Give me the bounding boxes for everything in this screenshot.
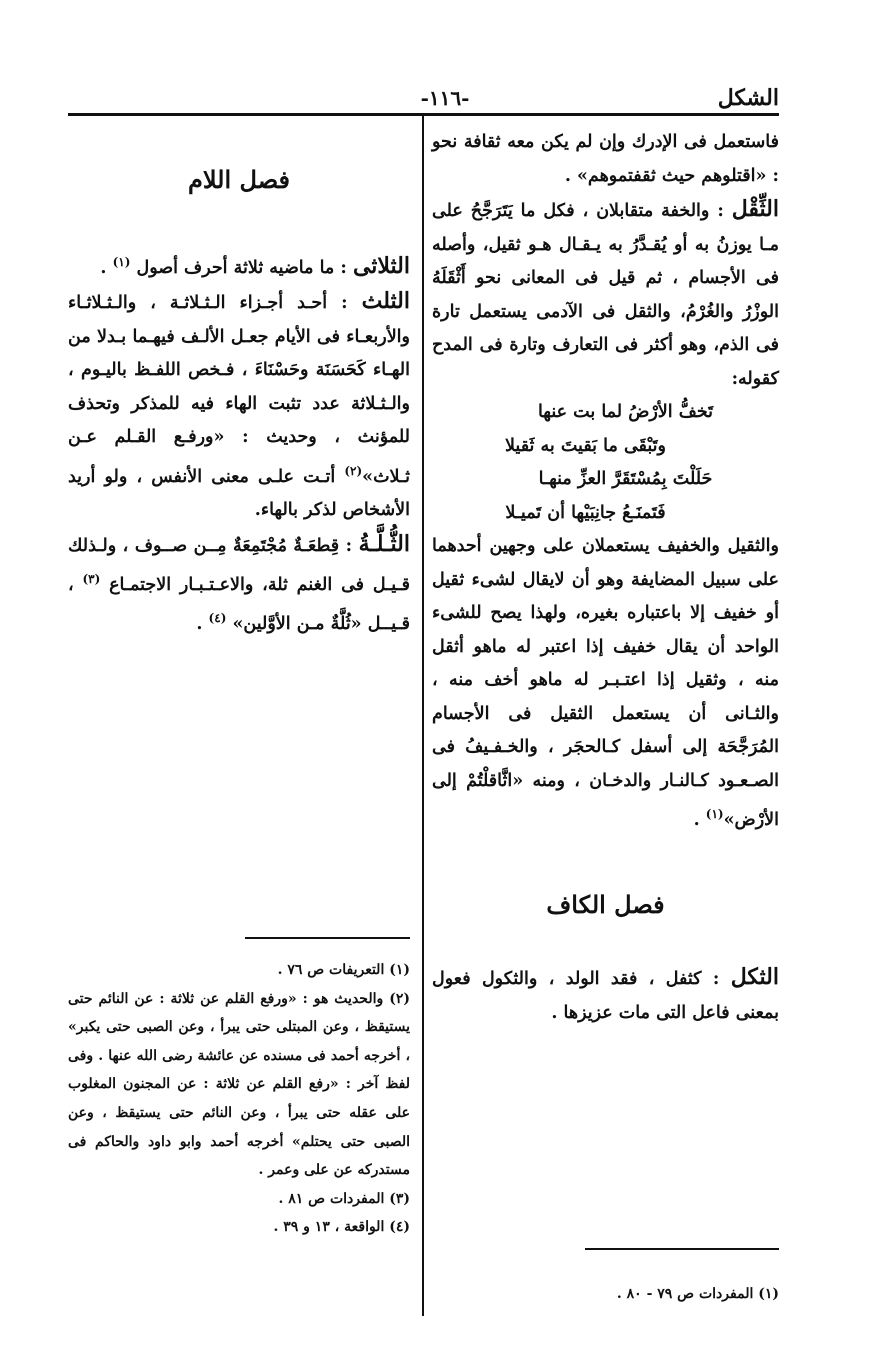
footnote: (٢) والحديث هو : «ورفع القلم عن ثلاثة : عن النائم حتى يستيقظ ، وعن المبتلى حتى يبرأ ، وعن الصبى حتى يكبر» ، أخرجه أحمد فى مسنده عن عائشة رضى الله عنها . وفى لفظ آخر : «رفع القلم عن ثلاثة : عن المجنون المغلوب على عقله حتى يبرأ ، وعن النائم حتى يستيقظ ، وعن الصبى حتى يحتلم» أخرجه أحمد وابو داود والحاكم فى مستدركه عن على وعمر . — [68, 990, 410, 1179]
entry-thulla — [68, 528, 410, 642]
section-title-kaf: فصل الكاف — [546, 890, 665, 920]
verse-line: حَلَلْتَ بِمُسْتَقَرَّ العزِّ منهـا — [538, 469, 713, 489]
left-column — [68, 160, 410, 642]
continuation-paragraph: فاستعمل فى الإدرك وإن لم يكن معه ثقافة نحو : «اقتلوهم حيث ثقفتموهم» . — [432, 132, 779, 186]
column-divider — [422, 116, 424, 1316]
footnote-ref: (٣) — [82, 572, 101, 587]
entry-thiql — [432, 193, 779, 396]
entry-term: الثلث — [361, 288, 410, 315]
spacer — [68, 200, 410, 246]
page-number: -١١٦- — [420, 86, 470, 110]
footnote: (١) المفردات ص ٧٩ - ٨٠ . — [616, 1286, 779, 1302]
entry-term: الثلاثى — [352, 252, 410, 279]
body-paragraph — [432, 530, 779, 837]
entry-thakl — [432, 961, 779, 1030]
spacer — [432, 837, 779, 885]
right-column — [432, 126, 779, 1030]
paragraph-end: . — [693, 809, 706, 830]
footnotes-right — [432, 1280, 779, 1309]
entry-body: : أحـد أجـزاء الـثـلاثـة ، والـثـلاثـاء والأربعـاء فى الأيام جعـل الألـف فيهـما بـدلا من الهـاء كَحَسَنَة وحَسْنَاءَ ، فـخص اللفـظ باليـوم ، والـثـلاثة عدد تثبت الهاء فيه للمذكر وتحذف للمؤنث ، وحديث : «ورفـع القـلم عـن ثـلاث» — [68, 293, 410, 487]
paragraph-text: والثقيل والخفيف يستعملان على وجهين أحدهما على سبيل المضايفة وهو أن لايقال لشىء ثقيل أو خفيف إلا باعتباره بغيره، ولهذا يصح للشىء الواحد أن يقال خفيف إذا اعتبر له ماهو أثقل منه ، وثقيل إذا اعتـبـر له ماهو أخف منه ، والثـانى أن يستعمل الثقيل فى الأجسام المُرَجَّحَة إلى أسفل كـالحجَر ، والخـفـيفُ فى الصـعـود كـالنـار والدخـان ، ومنه «اثَّاقلْتُمْ إلى الأرْض» — [432, 536, 779, 830]
entry-body: : كثفل ، فقد الولد ، والثكول فعول بمعنى فاعل التى مات عزيزها . — [432, 969, 779, 1023]
entry-body: : والخفة متقابلان ، فكل ما يَتَرَجَّحُ على مـا يوزنُ به أو يُقـدَّرُ به يـقـال هـو ثقيل، وأصله فى الأجسام ، ثم قيل فى المعانى نحو أَثْقَلَهُ الوزْرُ والغُرْمُ، والثقل فى الآدمى يستعمل تارة فى الذم، وهو أكثر فى التعارف وتارة فى المدح كقوله: — [432, 201, 779, 389]
entry-term: الثكل — [730, 964, 779, 991]
entry-end: . — [196, 614, 209, 635]
entry-thulathi — [68, 246, 410, 285]
verse-line: تَخفُّ الأرْضُ لما بت عنها — [537, 402, 714, 422]
entry-rest: أتـت علـى معنى الأنفس ، ولو أريد الأشخاص لذكر بالهاء. — [68, 466, 410, 521]
entry-end: . — [100, 257, 113, 278]
verse-line: وتَبْقَى ما بَقيتَ به ثَقيلا — [504, 435, 666, 456]
running-head: الشكل — [717, 85, 779, 111]
section-title-lam: فصل اللام — [188, 165, 290, 194]
spacer — [432, 925, 779, 961]
footnote-ref: (٢) — [344, 463, 363, 478]
footnote-ref: (١) — [112, 255, 131, 269]
entry-body: : قِطعَـةٌ مُجْتَمِعَةٌ مِــن صــوف ، ولـذلك قـيـل فى الغنم ثلة، والاعـتـبـار الاجتمـاع — [68, 535, 410, 595]
footnote-rule-right — [585, 1248, 779, 1250]
verse-line: فَتَمنَـعُ جانِبَيْها أن تَميـلا — [505, 502, 666, 523]
page-header — [70, 84, 779, 112]
entry-mid: ، قـيــل «ثُلَّةٌ مـن الأوَّلين» — [68, 574, 410, 635]
footnote-ref: (٤) — [208, 611, 227, 626]
entry-term: الثِّقْل — [731, 196, 779, 222]
footnote-rule-left — [245, 937, 410, 939]
footnote-ref: (١) — [705, 807, 724, 821]
footnote: (٤) الواقعة ، ١٣ و ٣٩ . — [273, 1219, 410, 1236]
entry-term: الثُّـلَّـةُ — [358, 530, 410, 557]
footnote: (٣) المفردات ص ٨١ . — [278, 1190, 410, 1207]
footnotes-left — [68, 956, 410, 1242]
entry-thulth — [68, 285, 410, 527]
footnote: (١) التعريفات ص ٧٦ . — [277, 962, 410, 978]
entry-body: : ما ماضيه ثلاثة أحرف أصول — [130, 257, 353, 278]
